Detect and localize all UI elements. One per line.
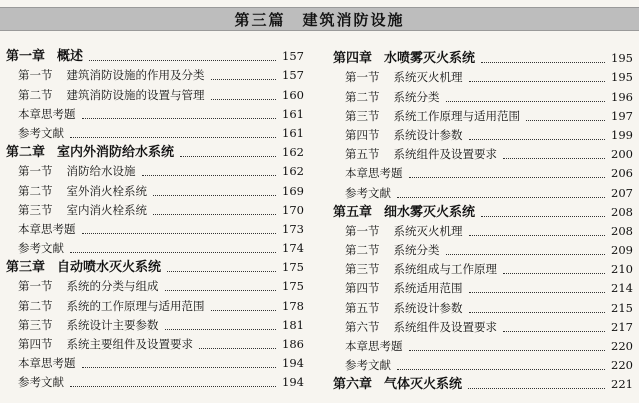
entry-number: 第五章 (333, 204, 373, 220)
entry-title: 本章思考题 (18, 106, 76, 121)
dot-leader (70, 137, 276, 138)
entry-title: 参考文献 (18, 375, 64, 390)
entry-number: 第六节 (345, 319, 380, 334)
dot-leader (446, 101, 606, 102)
entry-title: 消防给水设施 (66, 164, 136, 179)
toc-chapter-entry[interactable] (333, 375, 633, 394)
entry-title: 参考文献 (18, 125, 64, 140)
entry-number: 第五节 (345, 147, 380, 162)
toc-section-entry[interactable] (6, 85, 304, 104)
dot-leader (153, 195, 276, 196)
dot-leader (153, 214, 276, 215)
toc-misc-entry[interactable] (333, 337, 633, 356)
toc-section-entry[interactable] (6, 162, 304, 181)
entry-title: 系统的工作原理与适用范围 (66, 298, 205, 313)
toc-chapter-entry[interactable] (333, 203, 633, 222)
page-number: 186 (282, 337, 304, 351)
page-number: 174 (282, 241, 304, 256)
page-number: 197 (611, 108, 633, 123)
page-number: 210 (611, 262, 633, 277)
page-number: 175 (282, 279, 304, 294)
entry-title: 系统工作原理与适用范围 (393, 108, 520, 123)
page-number: 207 (611, 185, 633, 200)
entry-number: 第一节 (18, 164, 53, 179)
toc-section-entry[interactable] (6, 277, 304, 296)
entry-title: 水喷雾灭火系统 (384, 51, 476, 67)
toc-misc-entry[interactable] (6, 124, 304, 143)
page-number: 175 (282, 260, 304, 275)
page-number: 178 (282, 298, 304, 313)
page-number: 195 (611, 70, 633, 85)
dot-leader (409, 350, 606, 351)
toc-chapter-entry[interactable] (6, 143, 304, 162)
toc-section-entry[interactable] (333, 145, 633, 164)
dot-leader (211, 310, 277, 311)
toc-section-entry[interactable] (333, 126, 633, 145)
page-number: 206 (611, 166, 633, 181)
dot-leader (409, 177, 606, 178)
dot-leader (82, 118, 277, 119)
page-number: 194 (282, 375, 304, 390)
entry-title: 本章思考题 (18, 356, 76, 371)
entry-number: 第一节 (18, 279, 53, 294)
part-title: 第三篇 建筑消防设施 (234, 10, 405, 29)
page-number: 208 (611, 223, 633, 238)
dot-leader (82, 367, 277, 368)
entry-number: 第五节 (345, 300, 380, 315)
entry-title: 系统分类 (393, 243, 440, 258)
entry-title: 建筑消防设施的设置与管理 (66, 87, 205, 102)
toc-misc-entry[interactable] (333, 183, 633, 202)
page-number: 162 (282, 164, 304, 179)
page-number: 157 (282, 49, 304, 64)
page-number: 194 (282, 356, 304, 371)
page-number: 215 (611, 300, 633, 315)
entry-number: 第三节 (345, 262, 380, 277)
entry-number: 第四节 (18, 337, 53, 351)
toc-section-entry[interactable] (6, 316, 304, 335)
entry-title: 系统灭火机理 (393, 70, 463, 85)
toc-section-entry[interactable] (333, 87, 633, 106)
entry-title: 室内消火栓系统 (66, 202, 147, 217)
dot-leader (397, 197, 605, 198)
dot-leader (211, 79, 277, 80)
entry-title: 参考文献 (18, 241, 64, 256)
page-number: 196 (611, 89, 633, 104)
entry-number: 第三节 (18, 202, 53, 217)
dot-leader (481, 216, 605, 217)
page-number: 181 (282, 317, 304, 332)
page-number: 195 (611, 51, 633, 66)
entry-number: 第二节 (345, 89, 380, 104)
entry-title: 系统组件及设置要求 (393, 319, 497, 334)
entry-title: 系统设计参数 (393, 127, 463, 142)
entry-title: 本章思考题 (345, 166, 403, 181)
dot-leader (469, 139, 606, 140)
dot-leader (469, 235, 606, 236)
dot-leader (180, 156, 276, 157)
toc-chapter-entry[interactable] (6, 47, 304, 66)
page-number: 209 (611, 243, 633, 258)
dot-leader (211, 99, 277, 100)
dot-leader (397, 369, 605, 370)
toc-left-column (6, 47, 304, 392)
toc-right-column (333, 49, 633, 394)
entry-number: 第一章 (6, 49, 46, 65)
page-number: 169 (282, 183, 304, 198)
page-number: 170 (282, 202, 304, 217)
entry-title: 系统分类 (393, 89, 440, 104)
entry-title: 系统组成与工作原理 (393, 262, 497, 277)
toc-misc-entry[interactable] (6, 239, 304, 258)
toc-section-entry[interactable] (333, 279, 633, 298)
toc-section-entry[interactable] (6, 181, 304, 200)
dot-leader (503, 331, 605, 332)
dot-leader (82, 233, 277, 234)
page-number: 220 (611, 339, 633, 353)
entry-number: 第四节 (345, 281, 380, 296)
page-number: 214 (611, 281, 633, 296)
entry-title: 系统灭火机理 (393, 223, 463, 238)
entry-title: 建筑消防设施的作用及分类 (66, 68, 205, 83)
dot-leader (446, 254, 606, 255)
dot-leader (526, 120, 605, 121)
toc-section-entry[interactable] (333, 260, 633, 279)
page-number: 199 (611, 127, 633, 142)
entry-number: 第二节 (18, 87, 53, 102)
entry-number: 第二节 (345, 243, 380, 258)
page-number: 200 (611, 147, 633, 162)
entry-title: 本章思考题 (18, 221, 76, 236)
dot-leader (165, 290, 277, 291)
dot-leader (199, 348, 276, 349)
entry-number: 第一节 (18, 68, 53, 83)
dot-leader (70, 252, 276, 253)
toc-misc-entry[interactable] (6, 373, 304, 392)
entry-number: 第六章 (333, 377, 373, 393)
dot-leader (469, 312, 606, 313)
entry-title: 系统设计主要参数 (66, 317, 159, 332)
entry-number: 第三章 (6, 260, 46, 276)
dot-leader (165, 329, 277, 330)
entry-number: 第二节 (18, 298, 53, 313)
entry-title: 自动喷水灭火系统 (57, 260, 162, 276)
entry-title: 本章思考题 (345, 339, 403, 353)
entry-number: 第一节 (345, 223, 380, 238)
entry-number: 第一节 (345, 70, 380, 85)
dot-leader (469, 81, 606, 82)
page-number: 217 (611, 319, 633, 334)
entry-title: 参考文献 (345, 185, 391, 200)
toc-section-entry[interactable] (333, 107, 633, 126)
dot-leader (142, 175, 277, 176)
page-number: 162 (282, 145, 304, 160)
page-number: 157 (282, 68, 304, 83)
entry-number: 第三节 (345, 108, 380, 123)
entry-title: 系统的分类与组成 (66, 279, 159, 294)
toc-section-entry[interactable] (333, 241, 633, 260)
entry-title: 系统设计参数 (393, 300, 463, 315)
entry-number: 第四节 (345, 127, 380, 142)
toc-section-entry[interactable] (6, 335, 304, 354)
dot-leader (503, 273, 605, 274)
toc-chapter-entry[interactable] (333, 49, 633, 68)
toc-misc-entry[interactable] (6, 220, 304, 239)
toc-section-entry[interactable] (6, 296, 304, 315)
entry-title: 室外消火栓系统 (66, 183, 147, 198)
dot-leader (468, 388, 605, 389)
part-title-banner (0, 7, 639, 31)
entry-title: 系统组件及设置要求 (393, 147, 497, 162)
page-number: 161 (282, 106, 304, 121)
dot-leader (167, 271, 276, 272)
entry-title: 系统适用范围 (393, 281, 463, 296)
page-number: 220 (611, 358, 633, 373)
entry-title: 室内外消防给水系统 (57, 145, 175, 161)
entry-number: 第二节 (18, 183, 53, 198)
dot-leader (89, 60, 276, 61)
page-number: 173 (282, 221, 304, 236)
page-number: 221 (611, 377, 633, 392)
toc-section-entry[interactable] (333, 298, 633, 317)
toc-misc-entry[interactable] (6, 354, 304, 373)
entry-title: 概述 (57, 49, 84, 65)
toc-section-entry[interactable] (333, 318, 633, 337)
entry-number: 第二章 (6, 145, 46, 161)
dot-leader (503, 158, 605, 159)
dot-leader (70, 386, 276, 387)
toc-section-entry[interactable] (6, 66, 304, 85)
page-number: 208 (611, 204, 633, 219)
entry-number: 第三节 (18, 317, 53, 332)
page-number: 161 (282, 125, 304, 140)
entry-title: 参考文献 (345, 358, 391, 373)
toc-section-entry[interactable] (6, 201, 304, 220)
toc-chapter-entry[interactable] (6, 258, 304, 277)
entry-title: 气体灭火系统 (384, 377, 463, 393)
toc-misc-entry[interactable] (6, 105, 304, 124)
toc-misc-entry[interactable] (333, 164, 633, 183)
entry-number: 第四章 (333, 51, 373, 67)
entry-title: 系统主要组件及设置要求 (66, 337, 193, 351)
dot-leader (469, 292, 606, 293)
toc-section-entry[interactable] (333, 68, 633, 87)
toc-misc-entry[interactable] (333, 356, 633, 375)
page-number: 160 (282, 87, 304, 102)
entry-title: 细水雾灭火系统 (384, 204, 476, 220)
dot-leader (481, 62, 605, 63)
toc-section-entry[interactable] (333, 222, 633, 241)
